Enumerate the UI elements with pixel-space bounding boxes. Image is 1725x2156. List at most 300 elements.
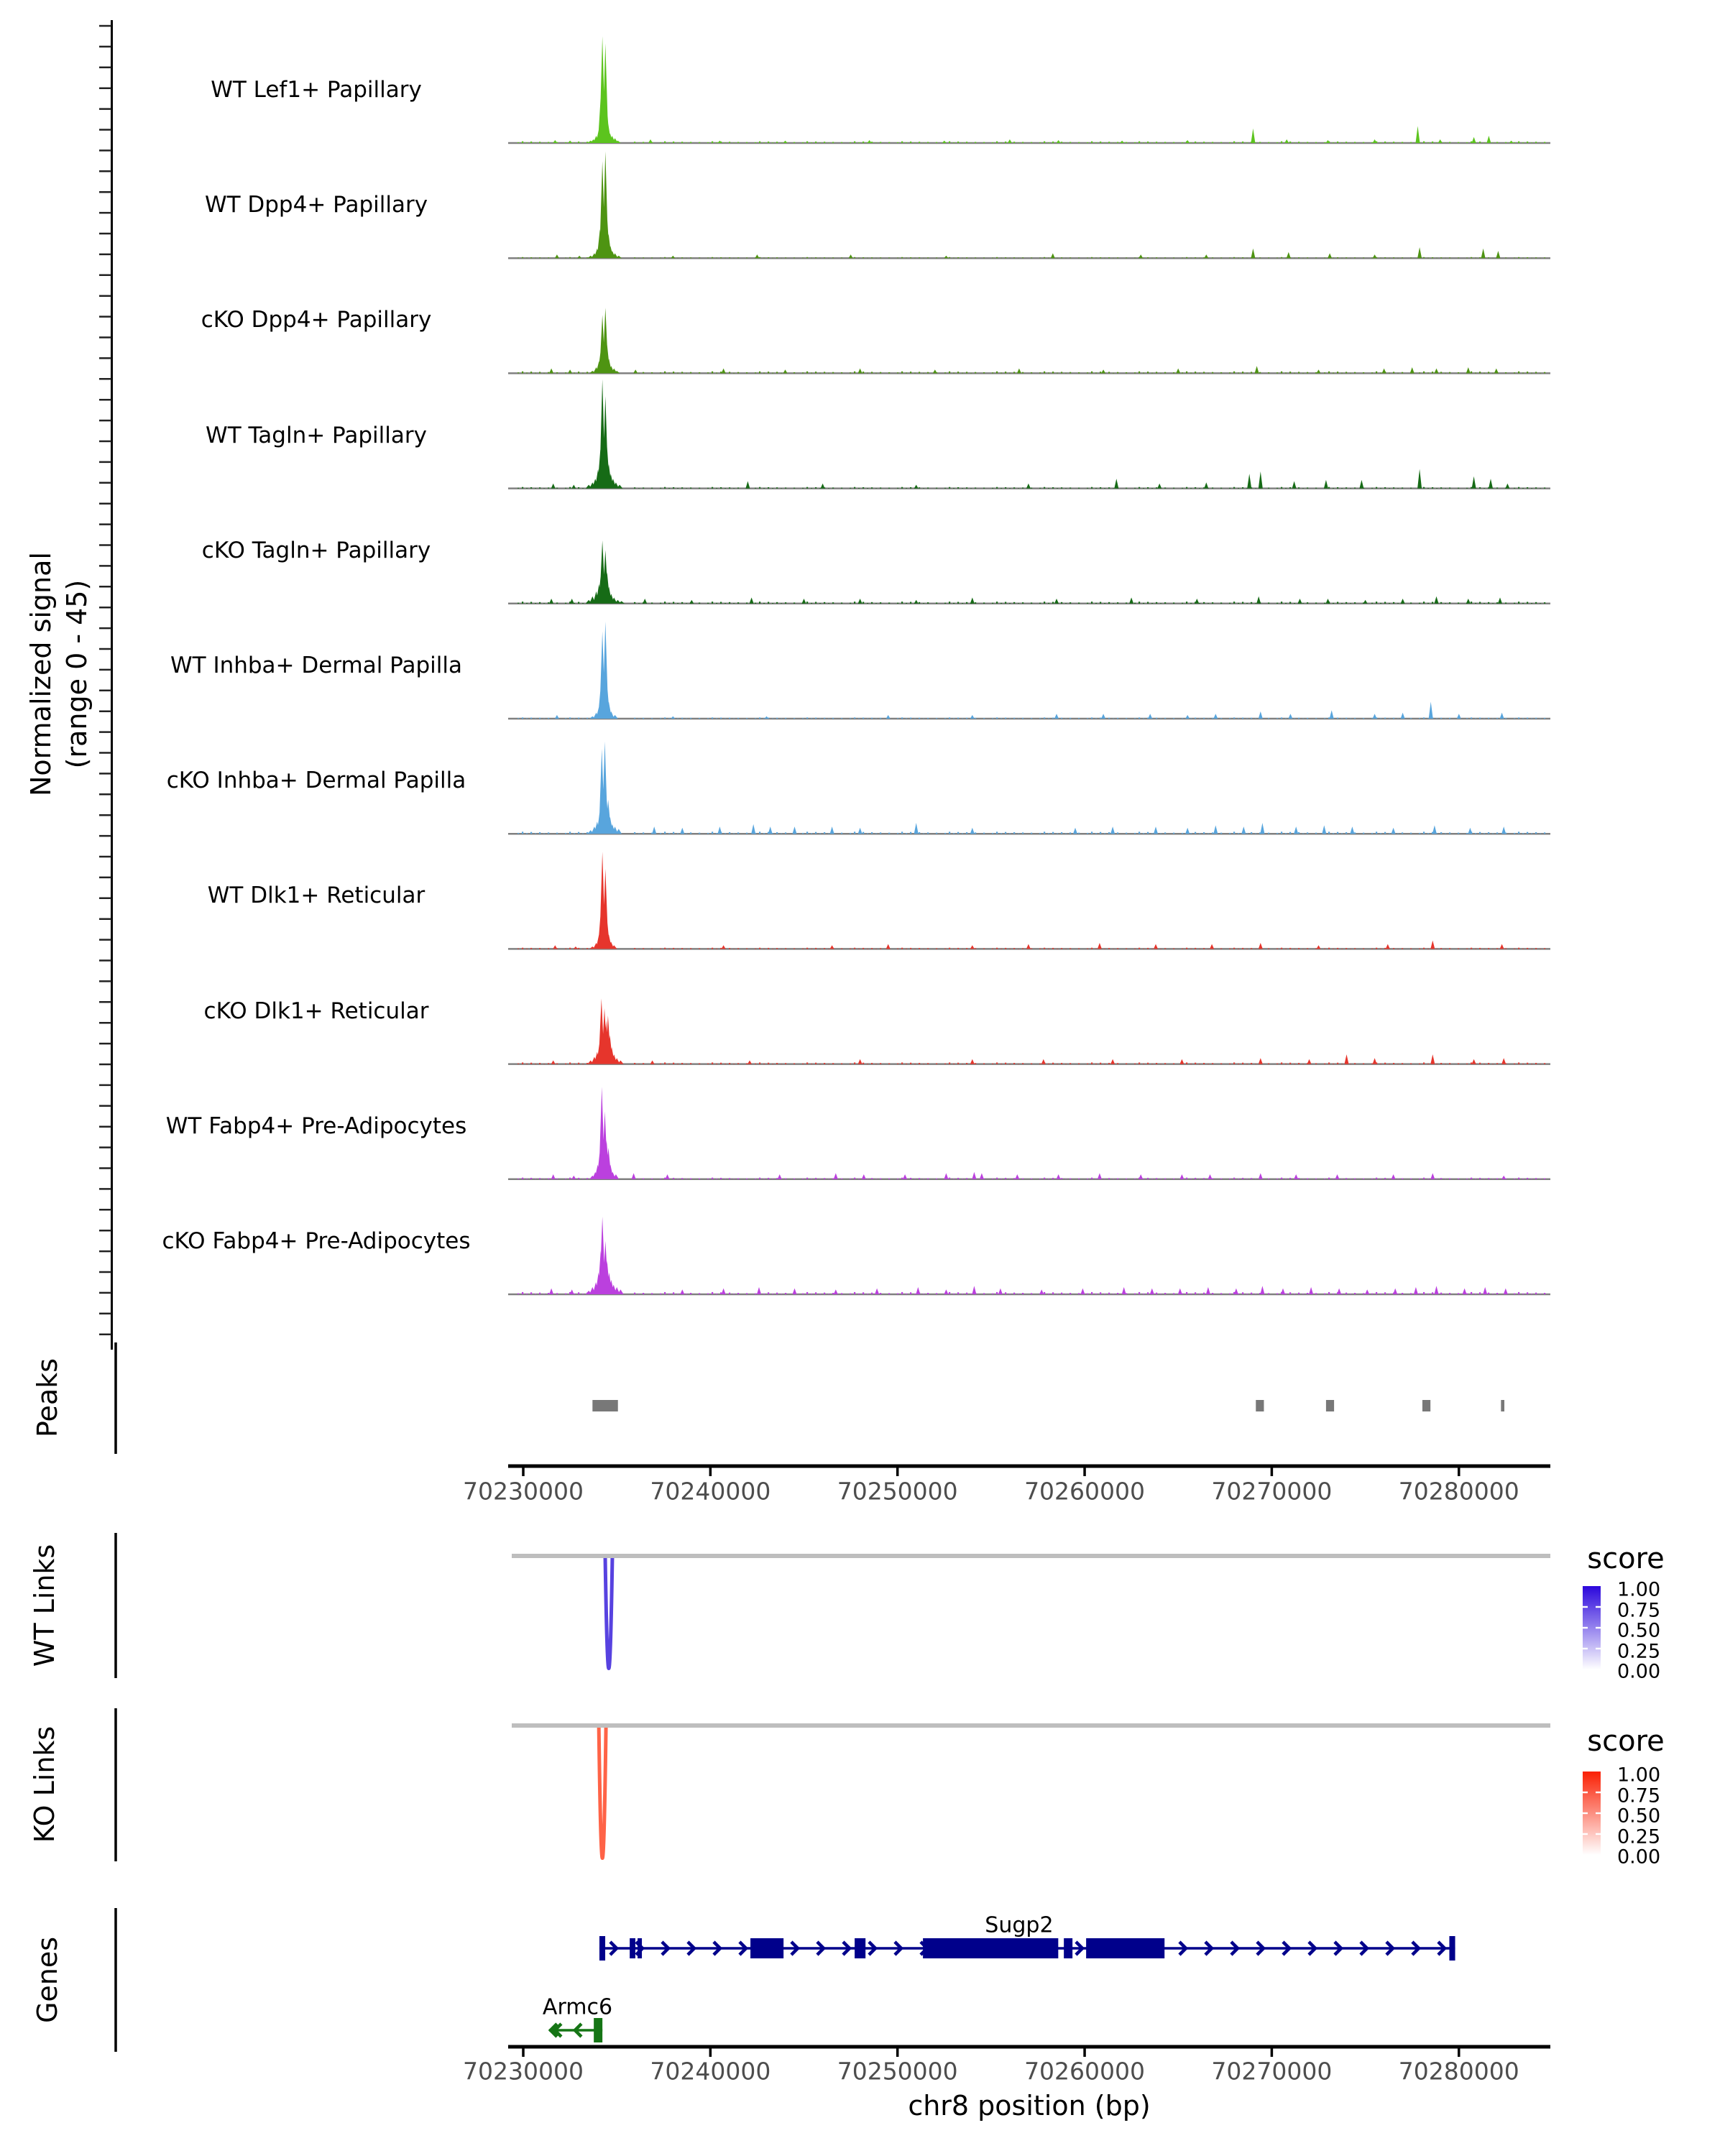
gene-exon bbox=[1449, 1936, 1455, 1961]
track-label: WT Dpp4+ Papillary bbox=[204, 192, 428, 218]
coverage-fuzz bbox=[729, 832, 730, 834]
coverage-fuzz bbox=[901, 372, 903, 374]
coverage-fuzz bbox=[1160, 603, 1162, 604]
coverage-fuzz bbox=[768, 372, 769, 373]
coverage-fuzz bbox=[1389, 833, 1390, 834]
coverage-fuzz bbox=[962, 488, 963, 489]
coverage-fuzz bbox=[936, 718, 937, 719]
coverage-fuzz bbox=[1496, 487, 1498, 488]
wt-legend-tick-label: 0.50 bbox=[1617, 1619, 1661, 1642]
coverage-fuzz bbox=[1518, 1178, 1519, 1179]
coverage-fuzz bbox=[729, 142, 730, 143]
coverage-fuzz bbox=[1126, 257, 1127, 258]
coverage-fuzz bbox=[1100, 1292, 1101, 1294]
coverage-fuzz bbox=[1195, 832, 1196, 834]
coverage-fuzz bbox=[565, 833, 566, 834]
coverage-fuzz bbox=[1281, 487, 1282, 489]
x-tick-label: 70260000 bbox=[1024, 2057, 1146, 2086]
coverage-fuzz bbox=[1307, 602, 1308, 604]
coverage-fuzz bbox=[1233, 831, 1235, 834]
legend-bar-tick bbox=[1596, 1627, 1601, 1628]
coverage-fuzz bbox=[1044, 372, 1045, 374]
coverage-fuzz bbox=[919, 142, 920, 143]
coverage-fuzz bbox=[1242, 1292, 1243, 1294]
coverage-fuzz bbox=[1449, 718, 1450, 719]
coverage-fuzz bbox=[1384, 602, 1386, 604]
coverage-fuzz bbox=[1440, 372, 1442, 373]
coverage-fuzz bbox=[1449, 1063, 1450, 1064]
coverage-fuzz bbox=[1393, 1063, 1394, 1064]
coverage-fuzz bbox=[1423, 948, 1425, 949]
coverage-fuzz bbox=[1337, 142, 1338, 143]
coverage-fuzz bbox=[975, 718, 976, 719]
coverage-fuzz bbox=[1440, 1178, 1442, 1179]
coverage-fuzz bbox=[768, 1292, 769, 1294]
coverage-fuzz bbox=[660, 833, 661, 834]
coverage-fuzz bbox=[901, 142, 903, 143]
coverage-fuzz bbox=[1458, 1063, 1459, 1064]
coverage-fuzz bbox=[1436, 488, 1438, 489]
coverage-fuzz bbox=[1518, 1062, 1519, 1064]
coverage-fuzz bbox=[1423, 1292, 1425, 1294]
coverage-fuzz bbox=[699, 718, 700, 719]
coverage-fuzz bbox=[1164, 832, 1166, 834]
coverage-fuzz bbox=[1354, 372, 1356, 374]
coverage-fuzz bbox=[586, 1178, 588, 1179]
coverage-fuzz bbox=[919, 602, 920, 604]
coverage-fuzz bbox=[1427, 372, 1429, 373]
coverage-fuzz bbox=[1134, 372, 1136, 373]
coverage-fuzz bbox=[1337, 257, 1338, 258]
coverage-fuzz bbox=[1384, 1178, 1386, 1179]
coverage-fuzz bbox=[578, 372, 579, 373]
coverage-fuzz bbox=[681, 372, 683, 373]
coverage-fuzz bbox=[1389, 373, 1390, 374]
coverage-fuzz bbox=[1471, 948, 1472, 949]
legend-bar-tick bbox=[1583, 1606, 1588, 1608]
coverage-fuzz bbox=[1384, 718, 1386, 719]
coverage-fuzz bbox=[1065, 373, 1067, 374]
coverage-fuzz bbox=[1048, 372, 1049, 373]
coverage-fuzz bbox=[815, 372, 816, 373]
track-label: WT Inhba+ Dermal Papilla bbox=[170, 653, 462, 678]
coverage-fuzz bbox=[1268, 372, 1269, 373]
coverage-fuzz bbox=[1052, 372, 1054, 373]
coverage-fuzz bbox=[1220, 257, 1222, 258]
coverage-fuzz bbox=[1333, 488, 1334, 489]
coverage-fuzz bbox=[1354, 142, 1356, 143]
coverage-fuzz bbox=[664, 1062, 666, 1064]
coverage-fuzz bbox=[824, 832, 825, 834]
coverage-fuzz bbox=[1371, 372, 1373, 373]
coverage-fuzz bbox=[949, 602, 950, 604]
coverage-fuzz bbox=[1346, 718, 1347, 719]
coverage-fuzz bbox=[1276, 603, 1278, 604]
coverage-fuzz bbox=[806, 831, 808, 834]
coverage-fuzz bbox=[1147, 1292, 1149, 1294]
coverage-fuzz bbox=[781, 603, 782, 604]
coverage-fuzz bbox=[763, 258, 765, 259]
coverage-fuzz bbox=[518, 258, 519, 259]
coverage-fuzz bbox=[1013, 602, 1015, 604]
coverage-fuzz bbox=[772, 488, 773, 489]
coverage-fuzz bbox=[1126, 718, 1127, 719]
coverage-fuzz bbox=[1212, 487, 1213, 488]
coverage-fuzz bbox=[815, 487, 816, 489]
coverage-fuzz bbox=[1285, 488, 1287, 489]
coverage-fuzz bbox=[1173, 1063, 1174, 1064]
coverage-fuzz bbox=[530, 832, 532, 834]
ko-legend-title: score bbox=[1587, 1725, 1665, 1758]
coverage-fuzz bbox=[716, 488, 717, 489]
coverage-fuzz bbox=[677, 373, 678, 374]
coverage-fuzz bbox=[1354, 1293, 1356, 1294]
coverage-fuzz bbox=[1410, 602, 1412, 603]
coverage-fuzz bbox=[1307, 142, 1308, 143]
coverage-fuzz bbox=[1195, 257, 1196, 258]
coverage-fuzz bbox=[530, 1292, 532, 1294]
coverage-fuzz bbox=[1346, 602, 1347, 604]
coverage-fuzz bbox=[1238, 488, 1239, 489]
coverage-fuzz bbox=[772, 373, 773, 374]
coverage-fuzz bbox=[548, 948, 549, 949]
coverage-fuzz bbox=[1095, 258, 1097, 259]
coverage-fuzz bbox=[867, 373, 868, 374]
coverage-fuzz bbox=[1518, 487, 1519, 489]
coverage-fuzz bbox=[776, 1293, 778, 1294]
coverage-fuzz bbox=[1535, 602, 1537, 604]
coverage-fuzz bbox=[526, 372, 528, 373]
coverage-fuzz bbox=[1143, 142, 1144, 143]
coverage-fuzz bbox=[996, 142, 998, 143]
coverage-fuzz bbox=[1535, 1178, 1537, 1179]
coverage-fuzz bbox=[1531, 373, 1532, 374]
coverage-fuzz bbox=[1449, 487, 1450, 488]
coverage-fuzz bbox=[1220, 718, 1222, 719]
coverage-fuzz bbox=[763, 372, 765, 373]
coverage-fuzz bbox=[1195, 372, 1196, 373]
coverage-fuzz bbox=[1276, 142, 1278, 143]
coverage-fuzz bbox=[556, 833, 558, 834]
coverage-fuzz bbox=[729, 1178, 730, 1179]
coverage-fuzz bbox=[1087, 718, 1088, 719]
coverage-fuzz bbox=[1419, 718, 1420, 719]
coverage-fuzz bbox=[1328, 1292, 1330, 1294]
coverage-fuzz bbox=[668, 142, 670, 143]
coverage-fuzz bbox=[871, 718, 873, 719]
coverage-fuzz bbox=[1070, 718, 1071, 719]
coverage-fuzz bbox=[1514, 833, 1515, 834]
coverage-fuzz bbox=[1005, 718, 1006, 719]
coverage-fuzz bbox=[556, 1063, 558, 1064]
coverage-fuzz bbox=[1496, 602, 1498, 604]
coverage-fuzz bbox=[1380, 833, 1381, 834]
coverage-fuzz bbox=[724, 833, 726, 834]
coverage-fuzz bbox=[1298, 1063, 1300, 1064]
coverage-fuzz bbox=[1479, 718, 1481, 719]
coverage-fuzz bbox=[1070, 602, 1071, 604]
coverage-fuzz bbox=[1203, 1178, 1205, 1179]
coverage-fuzz bbox=[1484, 488, 1485, 489]
coverage-fuzz bbox=[651, 602, 653, 603]
coverage-fuzz bbox=[1070, 372, 1071, 374]
coverage-fuzz bbox=[681, 1178, 683, 1179]
coverage-fuzz bbox=[578, 1178, 579, 1179]
coverage-fuzz bbox=[1535, 832, 1537, 834]
coverage-fuzz bbox=[1298, 1293, 1300, 1294]
coverage-fuzz bbox=[1147, 372, 1149, 373]
coverage-fuzz bbox=[668, 718, 670, 719]
coverage-fuzz bbox=[1307, 257, 1308, 258]
coverage-fuzz bbox=[638, 603, 640, 604]
coverage-fuzz bbox=[1496, 1293, 1498, 1294]
coverage-fuzz bbox=[841, 488, 842, 489]
coverage-fuzz bbox=[815, 1178, 816, 1179]
coverage-fuzz bbox=[854, 948, 855, 949]
coverage-fuzz bbox=[1078, 602, 1080, 603]
coverage-fuzz bbox=[996, 602, 998, 604]
coverage-fuzz bbox=[660, 718, 661, 719]
coverage-fuzz bbox=[1389, 142, 1390, 143]
coverage-fuzz bbox=[1052, 142, 1054, 143]
coverage-fuzz bbox=[880, 1178, 881, 1179]
coverage-fuzz bbox=[1031, 372, 1032, 373]
coverage-fuzz bbox=[763, 833, 765, 834]
coverage-fuzz bbox=[966, 832, 967, 834]
coverage-fuzz bbox=[1333, 833, 1334, 834]
coverage-fuzz bbox=[1208, 373, 1209, 374]
coverage-fuzz bbox=[1341, 142, 1343, 143]
coverage-fuzz bbox=[1022, 1063, 1024, 1064]
coverage-fuzz bbox=[1397, 603, 1399, 604]
coverage-fuzz bbox=[1009, 833, 1011, 834]
coverage-fuzz bbox=[906, 142, 907, 143]
coverage-fuzz bbox=[1384, 487, 1386, 489]
coverage-fuzz bbox=[1527, 142, 1528, 143]
coverage-fuzz bbox=[1384, 948, 1386, 949]
coverage-fuzz bbox=[1104, 488, 1105, 489]
coverage-fuzz bbox=[1039, 718, 1041, 719]
coverage-fuzz bbox=[1488, 832, 1489, 834]
coverage-fuzz bbox=[824, 142, 825, 143]
coverage-fuzz bbox=[1233, 948, 1235, 949]
coverage-fuzz bbox=[565, 372, 566, 373]
coverage-fuzz bbox=[1160, 142, 1162, 143]
coverage-fuzz bbox=[1022, 832, 1024, 834]
coverage-fuzz bbox=[794, 718, 795, 719]
coverage-fuzz bbox=[785, 257, 786, 258]
coverage-fuzz bbox=[1138, 1062, 1140, 1064]
coverage-fuzz bbox=[1100, 1063, 1101, 1064]
coverage-fuzz bbox=[660, 372, 661, 373]
coverage-fuzz bbox=[1427, 833, 1429, 834]
coverage-fuzz bbox=[539, 1293, 540, 1294]
coverage-fuzz bbox=[1531, 488, 1532, 489]
coverage-fuzz bbox=[1044, 602, 1045, 604]
gene-exon bbox=[594, 2018, 602, 2042]
coverage-fuzz bbox=[953, 833, 954, 834]
coverage-fuzz bbox=[785, 487, 786, 488]
coverage-fuzz bbox=[1384, 832, 1386, 834]
coverage-fuzz bbox=[944, 603, 946, 604]
coverage-fuzz bbox=[1186, 257, 1187, 258]
coverage-fuzz bbox=[880, 1063, 881, 1064]
coverage-fuzz bbox=[1117, 1293, 1118, 1294]
coverage-fuzz bbox=[919, 718, 920, 719]
coverage-fuzz bbox=[936, 948, 937, 949]
coverage-fuzz bbox=[664, 831, 666, 834]
coverage-fuzz bbox=[1242, 1178, 1243, 1179]
coverage-fuzz bbox=[1346, 487, 1347, 488]
coverage-fuzz bbox=[690, 487, 691, 488]
coverage-fuzz bbox=[992, 372, 993, 373]
coverage-fuzz bbox=[1471, 257, 1472, 258]
coverage-fuzz bbox=[707, 833, 709, 834]
coverage-fuzz bbox=[548, 142, 549, 143]
coverage-fuzz bbox=[1156, 372, 1157, 373]
coverage-fuzz bbox=[923, 373, 924, 374]
x-tick-label: 70240000 bbox=[650, 2057, 771, 2086]
coverage-fuzz bbox=[901, 948, 903, 949]
coverage-fuzz bbox=[707, 603, 709, 604]
coverage-fuzz bbox=[1302, 603, 1304, 604]
coverage-fuzz bbox=[712, 602, 713, 604]
coverage-fuzz bbox=[1212, 142, 1213, 143]
coverage-fuzz bbox=[737, 372, 739, 374]
coverage-fuzz bbox=[1440, 832, 1442, 834]
coverage-fuzz bbox=[996, 948, 998, 949]
coverage-fuzz bbox=[673, 948, 674, 949]
coverage-fuzz bbox=[1527, 372, 1528, 373]
coverage-fuzz bbox=[953, 603, 954, 604]
coverage-fuzz bbox=[759, 948, 760, 949]
coverage-fuzz bbox=[565, 142, 566, 143]
coverage-fuzz bbox=[806, 487, 808, 489]
coverage-fuzz bbox=[1005, 1063, 1006, 1064]
coverage-fuzz bbox=[1544, 1293, 1545, 1294]
coverage-fuzz bbox=[1337, 1063, 1338, 1064]
ko-legend-tick-label: 0.75 bbox=[1617, 1784, 1661, 1807]
coverage-fuzz bbox=[919, 832, 920, 834]
coverage-fuzz bbox=[1354, 487, 1356, 488]
coverage-fuzz bbox=[634, 487, 635, 488]
coverage-fuzz bbox=[1022, 372, 1024, 374]
coverage-fuzz bbox=[1458, 1293, 1459, 1294]
coverage-fuzz bbox=[634, 718, 635, 719]
x-tick-label: 70230000 bbox=[463, 2057, 584, 2086]
coverage-fuzz bbox=[1484, 142, 1485, 143]
coverage-fuzz bbox=[686, 373, 687, 374]
x-tick-label: 70240000 bbox=[650, 1477, 771, 1506]
coverage-fuzz bbox=[1126, 602, 1127, 603]
coverage-fuzz bbox=[720, 1178, 722, 1179]
coverage-fuzz bbox=[854, 831, 855, 834]
coverage-fuzz bbox=[1238, 372, 1239, 373]
coverage-fuzz bbox=[1061, 487, 1062, 488]
coverage-fuzz bbox=[794, 602, 795, 603]
coverage-fuzz bbox=[1466, 258, 1468, 259]
coverage-fuzz bbox=[957, 487, 959, 489]
coverage-fuzz bbox=[927, 1293, 929, 1294]
coverage-fuzz bbox=[1048, 603, 1049, 604]
coverage-fuzz bbox=[1156, 1293, 1157, 1294]
coverage-fuzz bbox=[660, 603, 661, 604]
coverage-fuzz bbox=[699, 948, 700, 949]
coverage-fuzz bbox=[1363, 1293, 1364, 1294]
coverage-fuzz bbox=[1268, 602, 1269, 603]
coverage-fuzz bbox=[1354, 948, 1356, 949]
coverage-fuzz bbox=[556, 488, 558, 489]
coverage-fuzz bbox=[673, 1063, 674, 1064]
coverage-fuzz bbox=[1195, 487, 1196, 489]
coverage-fuzz bbox=[936, 1063, 937, 1064]
coverage-fuzz bbox=[1544, 372, 1545, 374]
coverage-fuzz bbox=[975, 602, 976, 604]
coverage-fuzz bbox=[1527, 718, 1528, 719]
coverage-fuzz bbox=[824, 948, 825, 949]
coverage-fuzz bbox=[1432, 372, 1433, 373]
coverage-fuzz bbox=[1005, 142, 1006, 143]
coverage-fuzz bbox=[1289, 602, 1291, 604]
coverage-fuzz bbox=[1147, 1178, 1149, 1179]
coverage-fuzz bbox=[1341, 488, 1343, 489]
coverage-fuzz bbox=[1070, 487, 1071, 488]
coverage-fuzz bbox=[776, 832, 778, 834]
coverage-fuzz bbox=[1095, 372, 1097, 373]
coverage-fuzz bbox=[832, 1063, 834, 1064]
coverage-fuzz bbox=[518, 833, 519, 834]
coverage-fuzz bbox=[862, 832, 864, 834]
coverage-fuzz bbox=[1220, 1293, 1222, 1294]
coverage-fuzz bbox=[1427, 603, 1429, 604]
coverage-fuzz bbox=[1458, 602, 1459, 603]
coverage-fuzz bbox=[530, 1063, 532, 1064]
coverage-fuzz bbox=[901, 717, 903, 719]
coverage-fuzz bbox=[1091, 717, 1092, 719]
coverage-fuzz bbox=[690, 832, 691, 834]
coverage-fuzz bbox=[768, 1178, 769, 1179]
coverage-fuzz bbox=[1087, 258, 1088, 259]
coverage-fuzz bbox=[927, 1178, 929, 1179]
coverage-fuzz bbox=[1031, 833, 1032, 834]
coverage-fuzz bbox=[1190, 142, 1192, 143]
coverage-fuzz bbox=[841, 142, 842, 143]
coverage-fuzz bbox=[1147, 602, 1149, 604]
coverage-fuzz bbox=[1173, 718, 1174, 719]
coverage-fuzz bbox=[1173, 257, 1174, 258]
coverage-fuzz bbox=[1151, 142, 1153, 143]
coverage-fuzz bbox=[543, 142, 545, 143]
coverage-fuzz bbox=[1048, 142, 1049, 143]
coverage-fuzz bbox=[668, 603, 670, 604]
coverage-fuzz bbox=[785, 1293, 786, 1294]
coverage-fuzz bbox=[888, 1293, 890, 1294]
coverage-fuzz bbox=[996, 717, 998, 719]
coverage-fuzz bbox=[854, 142, 855, 143]
coverage-fuzz bbox=[1186, 1062, 1187, 1064]
coverage-fuzz bbox=[1078, 718, 1080, 719]
coverage-fuzz bbox=[729, 948, 730, 949]
coverage-fuzz bbox=[660, 258, 661, 259]
coverage-fuzz bbox=[1013, 257, 1015, 258]
coverage-fuzz bbox=[1255, 603, 1256, 604]
x-tick-label: 70260000 bbox=[1024, 1477, 1146, 1506]
coverage-fuzz bbox=[1346, 372, 1347, 373]
legend-bar-tick bbox=[1596, 1833, 1601, 1835]
coverage-fuzz bbox=[1251, 372, 1252, 373]
coverage-fuzz bbox=[806, 948, 808, 949]
coverage-fuzz bbox=[1229, 372, 1230, 373]
